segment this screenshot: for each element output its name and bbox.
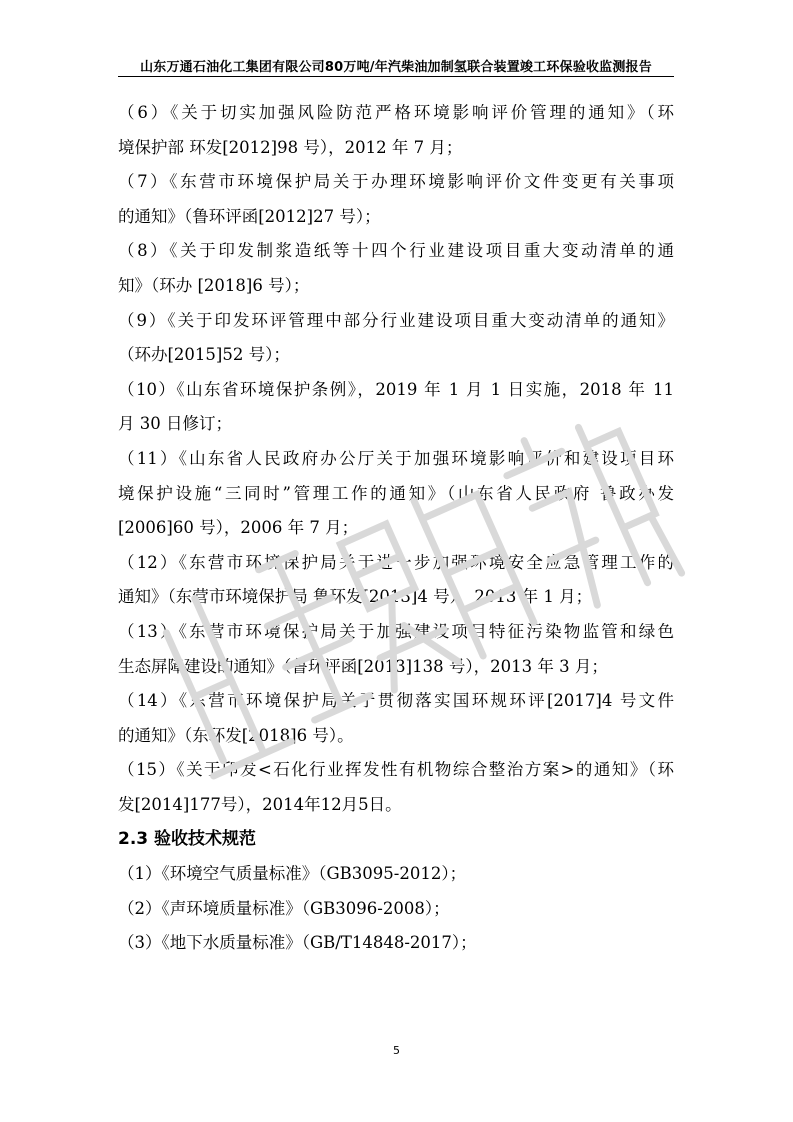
text-line: （7）《东营市环境保护局关于办理环境影响评价文件变更有关事项 — [118, 172, 674, 192]
list-item: （1）《环境空气质量标准》（GB3095-2012）； — [118, 864, 467, 884]
text-line: （6）《关于切实加强风险防范严格环境影响评价管理的通知》（环 — [118, 103, 674, 122]
text-line: （15）《关于印发<石化行业挥发性有机物综合整治方案>的通知》（环 — [118, 760, 674, 780]
list-item: （3）《地下水质量标准》（GB/T14848-2017）； — [118, 933, 477, 953]
text-line: （10）《山东省环境保护条例》，2019 年 1 月 1 日实施，2018 年 11 — [118, 379, 674, 399]
list-item — [118, 234, 674, 303]
text-line: （12）《东营市环境保护局关于进一步加强环境安全应急管理工作的 — [118, 552, 674, 572]
list-item — [118, 753, 674, 822]
document-body — [118, 96, 674, 961]
list-item — [118, 615, 674, 684]
header-divider — [118, 76, 674, 77]
list-item: （2）《声环境质量标准》（GB3096-2008）； — [118, 898, 450, 918]
text-line: （8）《关于印发制浆造纸等十四个行业建设项目重大变动清单的通 — [118, 241, 674, 261]
text-line: （14）《东营市环境保护局关于贯彻落实国环规环评[2017]4 号文件 — [118, 691, 674, 711]
text-line: 通知》（东营市环境保护局 鲁环发[2013]4 号），2013 年 1 月； — [118, 587, 593, 607]
list-item — [118, 442, 674, 546]
text-line: （9）《关于印发环评管理中部分行业建设项目重大变动清单的通知》 — [118, 310, 674, 330]
report-header-title: 山东万通石油化工集团有限公司80万吨/年汽柴油加制氢联合装置竣工环保验收监测报告 — [140, 60, 652, 75]
text-line: （环办[2015]52 号）； — [118, 345, 290, 365]
text-line: 知》（环办 [2018]6 号）； — [118, 275, 310, 295]
text-line: 的通知》（鲁环评函[2012]27 号）； — [118, 206, 381, 226]
text-line: 的通知》（东环发[2018]6 号）。 — [118, 725, 354, 745]
list-item — [118, 96, 674, 165]
text-line: （13）《东营市环境保护局关于加强建设项目特征污染物监管和绿色 — [118, 621, 674, 641]
text-line: 月 30 日修订； — [118, 414, 232, 434]
list-item — [118, 165, 674, 234]
text-line: [2006]60 号），2006 年 7 月； — [118, 518, 359, 538]
list-item — [118, 373, 674, 442]
text-line: 境保护设施“三同时”管理工作的通知》（山东省人民政府 鲁政办发 — [118, 483, 674, 503]
page-number: 5 — [393, 1044, 400, 1057]
list-item — [118, 304, 674, 373]
list-item — [118, 684, 674, 753]
text-line: 发[2014]177号），2014年12月5日。 — [118, 794, 402, 814]
section-heading: 2.3 验收技术规范 — [118, 829, 257, 850]
list-item — [118, 546, 674, 615]
text-line: 境保护部 环发[2012]98 号），2012 年 7 月； — [118, 137, 463, 157]
text-line: （11）《山东省人民政府办公厅关于加强环境影响评价和建设项目环 — [118, 448, 674, 468]
text-line: 生态屏障建设的通知》（鲁环评函[2013]138 号），2013 年 3 月； — [118, 656, 608, 676]
